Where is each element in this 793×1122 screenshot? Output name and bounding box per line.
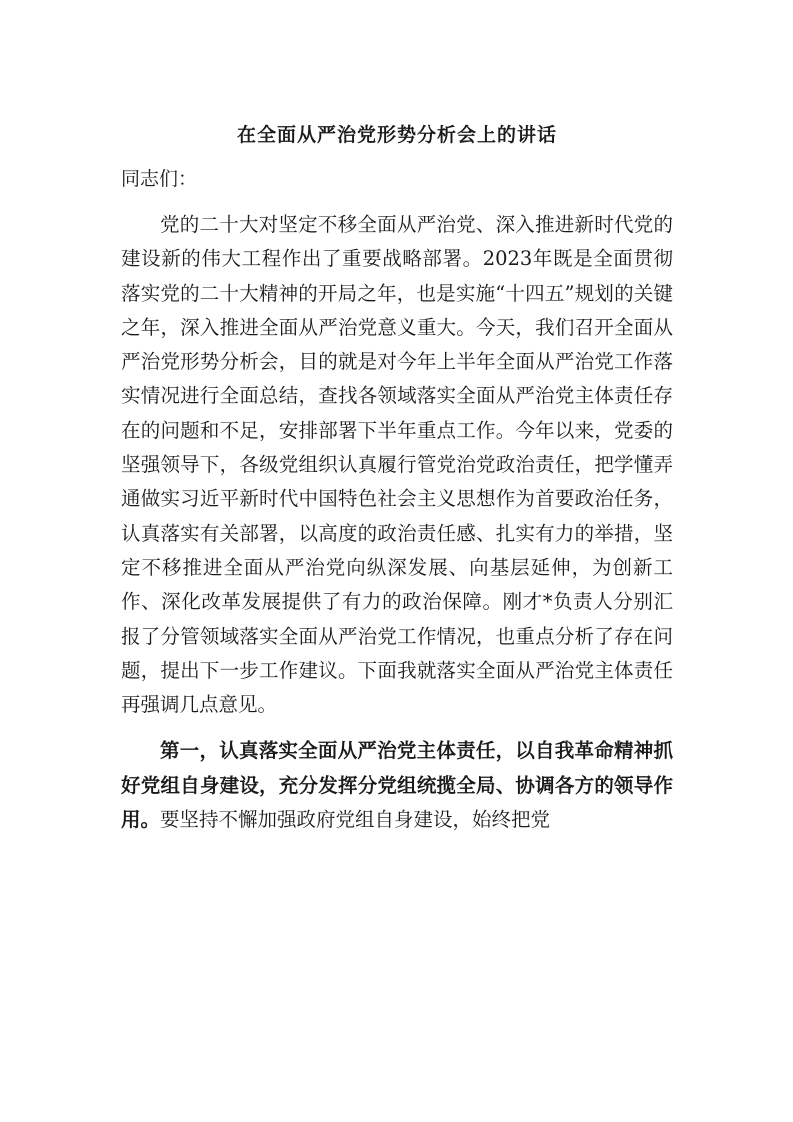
document-title: 在全面从严治党形势分析会上的讲话: [236, 124, 557, 146]
paragraph-intro: 党的二十大对坚定不移全面从严治党、深入推进新时代党的建设新的伟大工程作出了重要战略部署。2023年既是全面贯彻落实党的二十大精神的开局之年，也是实施“十四五”规划的关键之年，深入推进全面从严治党意义重大。今天，我们召开全面从严治党形势分析会，目的就是对今年上半年全面从严治党工作落实情况进行全面总结，查找各领域落实全面从严治党主体责任存在的问题和不足，安排部署下半年重点工作。今年以来，党委的坚强领导下，各级党组织认真履行管党治党政治责任，把学懂弄通做实习近平新时代中国特色社会主义思想作为首要政治任务，认真落实有关部署，以高度的政治责任感、扎实有力的举措，坚定不移推进全面从严治党向纵深发展、向基层延伸，为创新工作、深化改革发展提供了有力的政治保障。刚才*负责人分别汇报了分管领域落实全面从严治党工作情况，也重点分析了存在问题，提出下一步工作建议。下面我就落实全面从严治党主体责任再强调几点意见。: [121, 213, 673, 717]
paragraph-first-point: [121, 734, 673, 837]
salutation: 同志们：: [121, 168, 198, 190]
document-page: [121, 118, 673, 837]
first-point-heading: 第一，认真落实全面从严治党主体责任，以自我革命精神抓好党组自身建设，充分发挥分党组统揽全局、协调各方的领导作用。: [121, 739, 673, 832]
first-point-body: 要坚持不懈加强政府党组自身建设，始终把党: [160, 808, 551, 832]
